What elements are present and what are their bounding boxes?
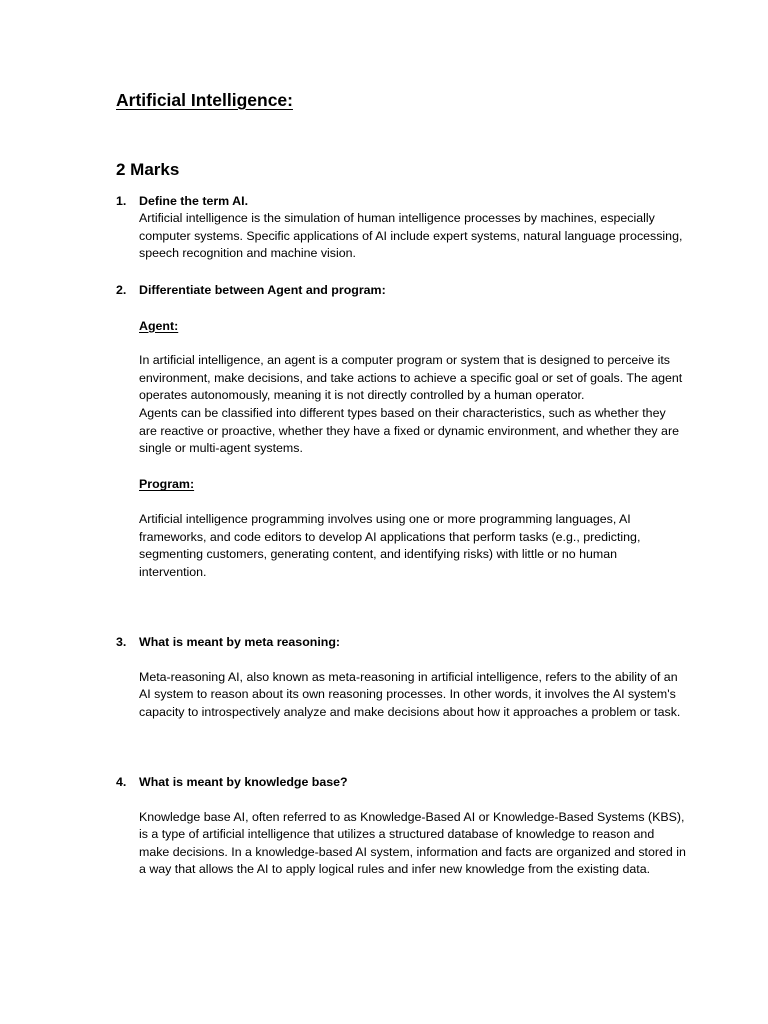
question-text: What is meant by knowledge base? — [139, 775, 348, 789]
program-paragraph: Artificial intelligence programming involves using one or more programming languages, AI frameworks, and code editors to develop AI applications that perform tasks (e.g., predicting, segmenting customers, generating content, and identifying risks) with little or no human intervention. — [139, 511, 641, 579]
agent-paragraph-2: Agents can be classified into different types based on their characteristics, such as whether they are reactive or proactive, whether they have a fixed or dynamic environment, and whether they are single or multi-agent systems. — [139, 405, 679, 456]
question-text: Define the term AI. — [139, 194, 249, 208]
answer-text: Meta-reasoning AI, also known as meta-reasoning in artificial intelligence, refers to the ability of an AI system to reason about its own reasoning processes. In other words, it involves the AI system's capacity to introspectively analyze and make decisions about how it approaches a problem or task. — [139, 669, 681, 719]
document-title: Artificial Intelligence: — [116, 90, 293, 110]
question-2 — [116, 281, 686, 581]
question-3 — [116, 633, 686, 721]
question-3-header — [116, 633, 686, 651]
question-number: 1. — [116, 194, 127, 208]
program-subheading: Program: — [139, 477, 195, 492]
question-1-header — [116, 192, 686, 210]
question-number: 2. — [116, 283, 127, 297]
question-4-header — [116, 773, 686, 791]
section-heading: 2 Marks — [116, 160, 180, 179]
question-4 — [116, 773, 686, 879]
question-2-header — [116, 281, 686, 299]
answer-text: Artificial intelligence is the simulation of human intelligence processes by machines, especially computer systems. Specific applications of AI include expert systems, natural language processing, speech recognition and machine vision. — [139, 211, 683, 261]
question-text: Differentiate between Agent and program: — [139, 283, 386, 297]
agent-paragraph-1: In artificial intelligence, an agent is a computer program or system that is designed to perceive its environment, make decisions, and take actions to achieve a specific goal or set of goals. The agent operates autonomously, meaning it is not directly controlled by a human operator. — [139, 353, 683, 403]
answer-text: Knowledge base AI, often referred to as Knowledge-Based AI or Knowledge-Based Systems (KBS), is a type of artificial intelligence that utilizes a structured database of knowledge to reason and make decisions. In a knowledge-based AI system, information and facts are organized and stored in a way that allows the AI to apply logical rules and infer new knowledge from the existing data. — [139, 809, 686, 877]
question-number: 3. — [116, 635, 127, 649]
agent-subheading: Agent: — [139, 318, 179, 333]
question-text: What is meant by meta reasoning: — [139, 635, 341, 649]
question-number: 4. — [116, 775, 127, 789]
question-1 — [116, 192, 686, 263]
